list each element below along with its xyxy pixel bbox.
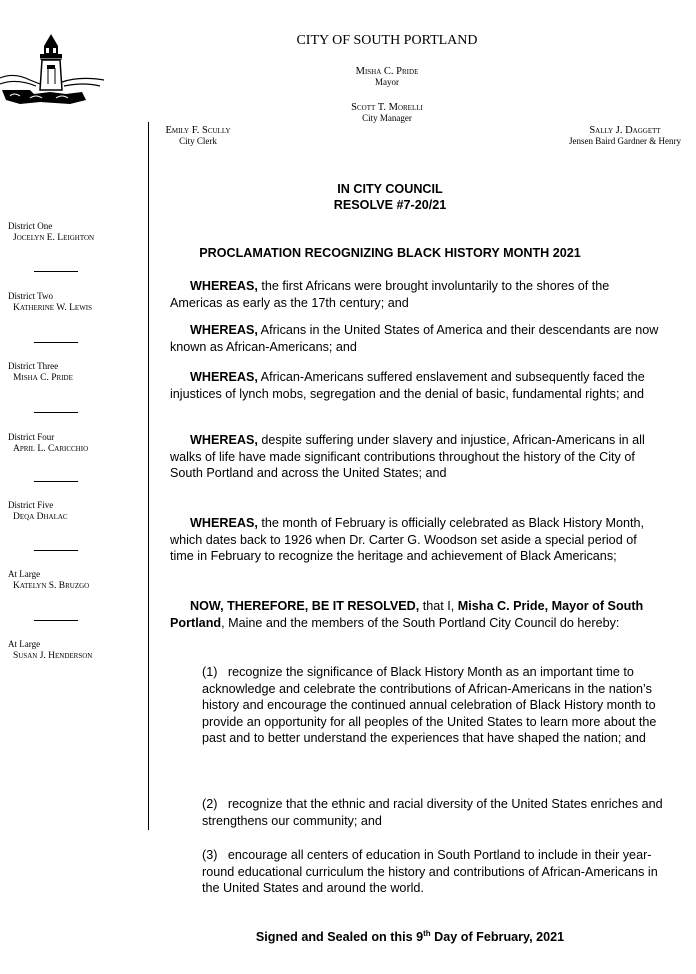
signed-pre: Signed and Sealed on this 9 xyxy=(255,930,424,945)
councilor-name: Susan J. Henderson xyxy=(13,651,93,661)
item-number: (2) xyxy=(202,797,218,811)
signed-sup: th xyxy=(423,929,431,938)
district-label: At Large xyxy=(8,569,41,579)
district-five xyxy=(8,499,68,523)
resolved-mid: that I, xyxy=(419,599,458,613)
district-separator xyxy=(34,620,78,621)
city-name: CITY OF SOUTH PORTLAND xyxy=(296,33,478,48)
mayor-name: Misha C. Pride xyxy=(355,66,419,77)
city-clerk-block xyxy=(150,125,246,147)
lighthouse-logo xyxy=(0,28,104,112)
district-separator xyxy=(34,342,78,343)
city-manager-title: City Manager xyxy=(362,113,412,123)
resolution-item xyxy=(202,847,672,897)
resolve-number: RESOLVE #7-20/21 xyxy=(333,198,447,212)
city-manager-block xyxy=(320,102,454,124)
district-separator xyxy=(34,271,78,272)
proclamation-title: PROCLAMATION RECOGNIZING BLACK HISTORY MONTH 2021 xyxy=(199,246,581,260)
councilor-name: Katherine W. Lewis xyxy=(13,303,93,313)
whereas-lead: WHEREAS, xyxy=(190,516,258,530)
whereas-paragraph xyxy=(170,278,660,311)
resolved-lead: NOW, THEREFORE, BE IT RESOLVED, xyxy=(190,599,420,613)
city-manager-name: Scott T. Morelli xyxy=(351,102,423,113)
whereas-paragraph xyxy=(170,515,660,565)
councilor-name: Katelyn S. Bruzgo xyxy=(13,581,90,591)
district-label: District Four xyxy=(8,432,55,442)
councilor-name: Deqa Dhalac xyxy=(13,512,68,522)
district-four xyxy=(8,431,88,455)
whereas-text: the month of February is officially celebrated as Black History Month, which dates back to 1926 when Dr. Carter G. Woodson set aside a special period of time in February to recognize the heritage and achievement of Black Americans; xyxy=(170,516,645,563)
whereas-lead: WHEREAS, xyxy=(190,433,258,447)
sidebar-divider xyxy=(148,122,149,830)
signed-post: Day of February, 2021 xyxy=(430,930,565,945)
resolved-signer: Misha C. Pride, Mayor of South Portland xyxy=(170,599,644,630)
district-label: District Two xyxy=(8,291,53,301)
district-label: At Large xyxy=(8,639,41,649)
councilor-name: Jocelyn E. Leighton xyxy=(13,233,95,243)
district-separator xyxy=(34,481,78,482)
resolved-rest: , Maine and the members of the South Portland City Council do hereby: xyxy=(221,615,620,630)
item-text: recognize that the ethnic and racial diversity of the United States enriches and strengthens our community; and xyxy=(202,797,663,828)
city-attorney-block xyxy=(556,125,694,147)
councilor-name: Misha C. Pride xyxy=(13,373,73,383)
district-one xyxy=(8,220,94,244)
whereas-lead: WHEREAS, xyxy=(190,279,258,293)
whereas-paragraph xyxy=(170,432,660,482)
item-number: (1) xyxy=(202,665,218,679)
mayor-title: Mayor xyxy=(375,77,399,87)
at-large-one xyxy=(8,568,89,592)
whereas-text: despite suffering under slavery and injustice, African-Americans in all walks of life have made significant contributions throughout the history of the City of South Portland and across the United States; and xyxy=(170,433,645,480)
whereas-lead: WHEREAS, xyxy=(190,370,258,384)
council-heading xyxy=(220,181,560,213)
district-separator xyxy=(34,550,78,551)
whereas-lead: WHEREAS, xyxy=(190,323,258,337)
city-attorney-name: Sally J. Daggett xyxy=(589,125,661,136)
district-two xyxy=(8,290,92,314)
at-large-two xyxy=(8,638,92,662)
signed-line xyxy=(150,929,670,944)
resolution-item xyxy=(202,796,672,829)
item-text: recognize the significance of Black History Month as an important time to acknowledge and celebrate the contributions of African-Americans in the nation’s history and encourage the continued annual celebration of Black History month to provide an opportunity for all peoples of the United States to learn more about the past and to better understand the experiences that have shaped the nation; and xyxy=(202,665,657,745)
whereas-paragraph xyxy=(170,322,660,355)
council-line: IN CITY COUNCIL xyxy=(337,182,443,196)
item-number: (3) xyxy=(202,848,218,862)
councilor-name: April L. Caricchio xyxy=(13,444,89,454)
city-clerk-title: City Clerk xyxy=(179,136,217,146)
city-attorney-title: Jensen Baird Gardner & Henry xyxy=(569,136,681,146)
city-clerk-name: Emily F. Scully xyxy=(165,125,231,136)
resolution-item xyxy=(202,664,672,747)
district-three xyxy=(8,360,73,384)
district-label: District Three xyxy=(8,361,59,371)
mayor-block xyxy=(320,66,454,88)
district-separator xyxy=(34,412,78,413)
district-label: District One xyxy=(8,221,53,231)
district-label: District Five xyxy=(8,500,54,510)
whereas-text: African-Americans suffered enslavement and subsequently faced the injustices of lynch mobs, segregation and the denial of basic, fundamental rights; and xyxy=(170,370,645,401)
item-text: encourage all centers of education in South Portland to include in their year-round educational curriculum the history and contributions of African-Americans in the United States and around the world. xyxy=(202,848,658,895)
resolved-paragraph xyxy=(170,598,660,631)
whereas-text: the first Africans were brought involuntarily to the shores of the Americas as early as the 17th century; and xyxy=(170,279,610,310)
whereas-paragraph xyxy=(170,369,660,402)
whereas-text: Africans in the United States of America and their descendants are now known as African-Americans; and xyxy=(170,323,659,354)
